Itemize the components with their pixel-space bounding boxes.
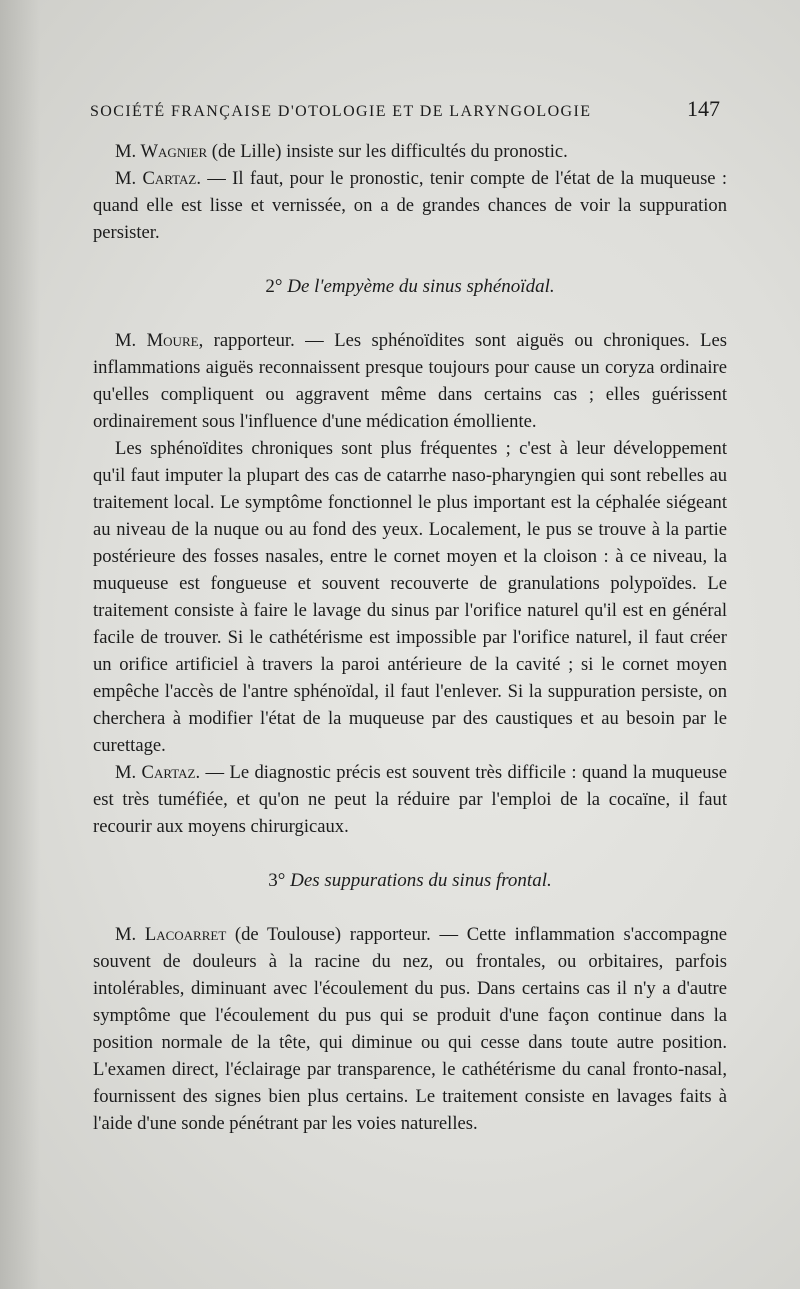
paragraph-text: (de Toulouse) rapporteur. — Cette inflammation s'accompagne souvent de douleurs à la racine du nez, ou frontales, ou orbitaires, parfois intolérables, diminuant avec l'écoulement du pus. Dans certains cas il n'y a d'autre symptôme que l'écoulement du pus qui se produit d'une façon continue dans la position normale de la tête, qui diminue ou qui cesse dans toute autre position. L'examen direct, l'éclairage par transparence, le cathétérisme du canal fronto-nasal, fournissent des signes bien plus certains. Le traitement consiste en lavages faits à l'aide d'une sonde pénétrant par les voies naturelles. xyxy=(93,924,727,1134)
section-number: 2° xyxy=(265,276,283,297)
running-head: SOCIÉTÉ FRANÇAISE D'OTOLOGIE ET DE LARYNGOLOGIE xyxy=(90,103,592,120)
paragraph-text: , rapporteur. — Les sphénoïdites sont aiguës ou chroniques. Les inflammations aiguës reconnaissent presque toujours pour cause un coryza ordinaire qu'elles compliquent ou aggravent même dans certains cas ; elles guérissent ordinairement sous l'influence d'une médication émolliente. xyxy=(93,330,727,432)
paragraph-lacoarret xyxy=(93,921,727,1137)
speaker-name: M. Cartaz. xyxy=(115,168,202,189)
section-heading-sphenoidal xyxy=(93,273,727,300)
page-header xyxy=(90,96,720,122)
page-number: 147 xyxy=(687,96,720,121)
paragraph-sphenoidites-chroniques xyxy=(93,435,727,759)
paragraph-cartaz-1 xyxy=(93,165,727,246)
speaker-name: M. Lacoarret xyxy=(115,924,227,945)
paragraph-text: — Il faut, pour le pronostic, tenir compte de l'état de la muqueuse : quand elle est lisse et vernissée, on a de grandes chances de voir la suppuration persister. xyxy=(93,168,728,243)
section-heading-frontal xyxy=(93,867,727,894)
paragraph-text: (de Lille) insiste sur les difficultés du pronostic. xyxy=(207,141,568,162)
section-number: 3° xyxy=(268,870,286,891)
paragraph-cartaz-2 xyxy=(93,759,727,840)
paragraph-text: — Le diagnostic précis est souvent très difficile : quand la muqueuse est très tuméfiée, et qu'on ne peut la réduire par l'emploi de la cocaïne, il faut recourir aux moyens chirurgicaux. xyxy=(93,762,727,837)
gutter-shadow xyxy=(0,0,40,1289)
speaker-name: M. Moure xyxy=(115,330,199,351)
section-title: De l'empyème du sinus sphénoïdal. xyxy=(282,276,555,297)
section-title: Des suppurations du sinus frontal. xyxy=(285,870,552,891)
speaker-name: M. Cartaz. xyxy=(115,762,201,783)
paragraph-text: Les sphénoïdites chroniques sont plus fréquentes ; c'est à leur développement qu'il faut imputer la plupart des cas de catarrhe naso-pharyngien qui sont rebelles au traitement local. Le symptôme fonctionnel le plus important est la céphalée siégeant au niveau de la nuque ou au fond des yeux. Localement, le pus se trouve à la partie postérieure des fosses nasales, entre le cornet moyen et la cloison : à ce niveau, la muqueuse est fongueuse et souvent recouverte de granulations polypoïdes. Le traitement consiste à faire le lavage du sinus par l'orifice naturel qu'il est en général facile de trouver. Si le cathétérisme est impossible par l'orifice naturel, il faut créer un orifice artificiel à travers la paroi antérieure de la cavité ; si le cornet moyen empêche l'accès de l'antre sphénoïdal, il faut l'enlever. Si la suppuration persiste, on cherchera à modifier l'état de la muqueuse par des caustiques et au besoin par le curettage. xyxy=(93,438,727,756)
paragraph-moure xyxy=(93,327,727,435)
speaker-name: M. Wagnier xyxy=(115,141,208,162)
body-text xyxy=(93,138,727,1137)
paragraph-wagnier xyxy=(93,138,727,165)
